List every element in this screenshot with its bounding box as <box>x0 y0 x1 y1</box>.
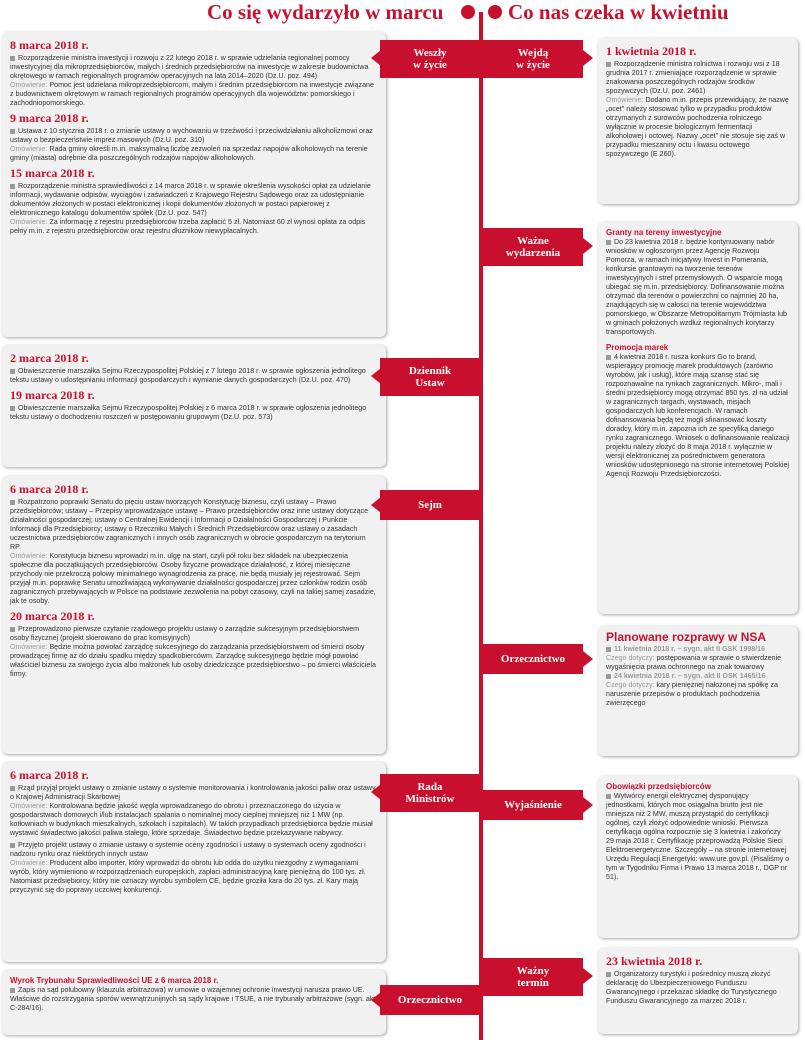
date: 6 marca 2018 r. <box>10 768 89 782</box>
arrow-right-icon <box>583 651 593 667</box>
description: Dodano m.in. przepis przewidujący, że nazwę „ocet" należy stosować tylko w przypadku produktów otrzymanych z surowców pochodzenia rolniczego wyłącznie w procesie biologicznym fermentacji alkoholowej i octowej. Nazwy „ocet" nie stosuje się zaś w przypadku mieszaniny octu i kwasu octowego spożywczego (E 260). <box>606 96 789 158</box>
bullet-square-icon <box>606 972 611 977</box>
entry-text: Rozporządzenie ministra sprawiedliwości z 14 marca 2018 r. w sprawie określenia wysokości opłat za udzielanie informacji, wydawanie odpisów, wyciągów i zaświadczeń z Krajowego Rejestru Sądowego oraz za udostępnianie dokumentów złożonych w postaci elektronicznej i kopii dokumentów złożonych w postaci papierowej z elektronicznego katalogu dokumentów spółek (Dz.U. poz. 547) <box>10 182 371 217</box>
label: Omówienie: <box>10 643 48 651</box>
bullet-square-icon <box>10 56 15 61</box>
label: Czego dotyczy: <box>606 681 655 689</box>
entry-text: Rozporządzenie ministra inwestycji i rozwoju z 22 lutego 2018 r. w sprawie udzielania regionalnej pomocy inwestycyjnej dla mikroprzedsiębiorców, małych i średnich przedsiębiorców na inwestycje w zakresie budownictwa okrętowego w ramach regionalnych programów operacyjnych na lata 2014–2020 (Dz.U. poz. 494) <box>10 54 369 80</box>
description: Pomoc jest udzielana mikroprzedsiębiorcom, małym i średnim przedsiębiorcom na inwestycje związane z budownictwem okrętowym w ramach regionalnych programów operacyjnych dla województw: pomorskiego i zachodniopomorskiego. <box>10 81 374 107</box>
entry <box>10 784 378 838</box>
entry <box>606 353 790 479</box>
entry <box>606 645 790 708</box>
entry-text: Organizatorzy turystyki i pośrednicy muszą złożyć deklarację do Ubezpieczeniowego Funduszu Gwarancyjnego i przekazać składkę do Turystycznego Funduszu Gwarancyjnego za marzec 2018 r. <box>606 970 777 1005</box>
bullet-square-icon <box>10 843 15 848</box>
card-sejm <box>2 476 386 754</box>
date: 9 marca 2018 r. <box>10 111 89 125</box>
description: Rada gminy określi m.in. maksymalną liczbę zezwoleń na sprzedaż napojów alkoholowych na terenie gminy (miasta) odrębnie dla poszczególnych rodzajów napojów alkoholowych. <box>10 145 368 162</box>
card-wazny-termin <box>598 948 798 1034</box>
tag-weszly-w-zycie: Weszły w życie <box>380 40 480 78</box>
bullet-square-icon <box>606 62 611 67</box>
arrow-right-icon <box>583 968 593 984</box>
bullet-square-icon <box>606 355 611 360</box>
bullet-square-icon <box>10 129 15 134</box>
entry <box>10 498 378 606</box>
entry-text: Rozpatrzono poprawki Senatu do pięciu ustaw tworzących Konstytucję biznesu, czyli ustawy – Prawo przedsiębiorców; ustawy – Przepisy wprowadzające ustawę – Prawo przedsiębiorców oraz inne ustawy dotyczące działalności gospodarczej; ustawy o Centralnej Ewidencji i Informacji o Działalności Gospodarczej i Punkcie Informacji dla Przedsiębiorcy; ustawy o Rzeczniku Małych i Średnich Przedsiębiorców oraz ustawy o zasadach uczestnictwa przedsiębiorców zagranicznych i innych osób zagranicznych w obrocie gospodarczym na terytorium RP. <box>10 498 369 551</box>
entry <box>10 54 378 108</box>
description: Kontrolowana będzie jakość węgla wprowadzanego do obrotu i przeznaczonego do użycia w gospodarstwach domowych i/lub instalacjach spalania o nominalnej mocy cieplnej mniejszej niż 1 MW (np. kotłowniach w budynkach mieszkalnych, szkołach i szpitalach). W takich przypadkach przedsiębiorca będzie musiał wystawić świadectwo jakości paliwa stałego, które sprzedaje. Świadectwo będzie przekazywane nabywcy. <box>10 802 373 837</box>
tag-orzecznictwo-right: Orzecznictwo <box>483 644 583 674</box>
entry-text: Przeprowadzono pierwsze czytanie rządowego projektu ustawy o zarządzie sukcesyjnym przedsiębiorstwem osoby fizycznej (projekt skierowano do prac komisyjnych) <box>10 625 360 642</box>
entry-text: Wytwórcy energii elektrycznej dysponujący jednostkami, których moc osiągalna brutto jest nie mniejsza niż 2 MW, muszą przystąpić do certyfikacji ogólnej, czyli złożyć odpowiednie wnioski. Pierwsza certyfikacja ogólna rozpocznie się 3 kwietnia i zakończy 29 maja 2018 r. Certyfikację przeprowadzą Polskie Sieci Elektroenergetyczne. Szczegóły – na stronie internetowej Urzędu Regulacji Energetyki: www.ure.gov.pl. (Pisaliśmy o tym w Tygodniku Firma i Prawo 13 marca 2018 r., DGP nr 51). <box>606 792 790 881</box>
entry <box>10 404 378 422</box>
date: 2 marca 2018 r. <box>10 351 89 365</box>
bullet-square-icon <box>10 627 15 632</box>
timeline-axis <box>479 12 483 1040</box>
tag-sejm: Sejm <box>380 490 480 520</box>
description: Konstytucja biznesu wprowadzi m.in. ulgę na start, czyli pół roku bez składek na ubezpieczenia społeczne dla początkujących przedsiębiorców. Osoby fizyczne prowadzące działalność, z której miesięczne przychody nie przekroczą połowy minimalnego wynagrodzenia za pracę, nie będą musiały jej rejestrować. Sejm przyjął m.in. poprawkę Senatu umożliwiającą wykonywanie działalności gospodarczej przez członków rodzin osób zagranicznych przebywających w Polsce na podstawie zezwolenia na pobyt czasowy, czyli na takiej samej zasadzie, jak te osoby. <box>10 552 376 605</box>
tag-rada-ministrow: Rada Ministrów <box>380 774 480 812</box>
bullet-square-icon <box>606 647 611 652</box>
label: Omówienie: <box>10 552 48 560</box>
date: 20 marca 2018 r. <box>10 609 95 623</box>
description: Za informację z rejestru przedsiębiorców trzeba zapłacić 5 zł. Natomiast 60 zł wynosi opłata za odpis pełny m.in. z rejestru przedsiębiorców oraz rejestru dłużników niewypłacalnych. <box>10 218 366 235</box>
label: Czego dotyczy: <box>606 654 655 662</box>
tag-wazne-wydarzenia: Ważne wydarzenia <box>483 228 583 266</box>
heading: Promocja marek <box>606 343 669 352</box>
entry-text: Do 23 kwietnia 2018 r. będzie kontynuowany nabór wniosków w ogłoszonym przez Agencję Rozwoju Pomorza, w ramach inicjatywy Invest in Pomerania, konkursie grantowym na tworzenie terenów inwestycyjnych i stref przemysłowych. O wsparcie mogą ubiegać się m.in. przedsiębiorcy. Dofinansowanie można otrzymać dla terenów o powierzchni co najmniej 20 ha, znajdujących się w całości na terenie województwa pomorskiego, w Obszarze Metropolitarnym Trójmiasta lub w gminach położonych wzdłuż regionalnych korytarzy transportowych. <box>606 238 787 336</box>
card-wyjasnienie <box>598 776 798 938</box>
date: 6 marca 2018 r. <box>10 482 89 496</box>
entry <box>10 182 378 236</box>
bullet-square-icon <box>10 786 15 791</box>
bullet-square-icon <box>606 240 611 245</box>
heading: Granty na tereny inwestycyjne <box>606 228 722 237</box>
label: Omówienie: <box>10 218 48 226</box>
card-dziennik-ustaw <box>2 345 386 467</box>
label: Omówienie: <box>606 96 644 104</box>
date: 1 kwietnia 2018 r. <box>606 44 697 58</box>
card-wejda-w-zycie <box>598 38 798 204</box>
title-right: Co nas czeka w kwietniu <box>508 0 729 24</box>
card-orzecznictwo-right <box>598 626 798 756</box>
entry <box>606 238 790 337</box>
label: Omówienie: <box>10 145 48 153</box>
label: Omówienie: <box>10 859 48 867</box>
card-wazne-wydarzenia <box>598 222 798 614</box>
axis-dot-right <box>488 5 502 19</box>
entry <box>10 625 378 679</box>
date: 19 marca 2018 r. <box>10 388 95 402</box>
bullet-square-icon <box>10 184 15 189</box>
entry-text: Ustawa z 10 stycznia 2018 r. o zmianie ustawy o wychowaniu w trzeźwości i przeciwdziałaniu alkoholizmowi oraz ustawy o bezpieczeństwie imprez masowych (Dz.U. poz. 310) <box>10 127 373 144</box>
title-left: Co się wydarzyło w marcu <box>207 0 444 24</box>
arrow-right-icon <box>583 50 593 66</box>
entry-text: Rozporządzenie ministra rolnictwa i rozwoju wsi z 18 grudnia 2017 r. zmieniające rozporządzenie w sprawie znakowania poszczególnych rodzajów środków spożywczych (Dz.U. poz. 2461) <box>606 60 780 95</box>
heading: Wyrok Trybunału Sprawiedliwości UE z 6 marca 2018 r. <box>10 976 219 985</box>
date: 23 kwietnia 2018 r. <box>606 954 703 968</box>
arrow-right-icon <box>583 797 593 813</box>
entry <box>10 841 378 895</box>
tag-wazny-termin: Ważny termin <box>483 958 583 996</box>
tag-orzecznictwo-left: Orzecznictwo <box>380 985 480 1015</box>
axis-dot-left <box>461 5 475 19</box>
entry-text: Rząd przyjął projekt ustawy o zmianie ustawy o systemie monitorowania i kontrolowania jakości paliw oraz ustawy o Krajowej Administracji Skarbowej <box>10 784 376 801</box>
card-weszly-w-zycie <box>2 32 386 337</box>
case-number: 11 kwietnia 2018 r. – sygn. akt II GSK 1998/16 <box>614 645 766 653</box>
date: 8 marca 2018 r. <box>10 38 89 52</box>
entry-text: Zapis na sąd polubowny (klauzula arbitrażowa) w umowie o wzajemnej ochronie inwestycji narusza prawo UE. Właściwe do rozstrzygania sporów wewnątrzunijnych są sądy krajowe i TSUE, a nie trybunały arbitrażowe (sygn. akt C-284/16). <box>10 986 376 1012</box>
description: kary pieniężnej nałożonej na spółkę za naruszenie przepisów o produktach pochodzenia zwierzęcego <box>606 681 778 707</box>
bullet-square-icon <box>606 674 611 679</box>
case-number: 24 kwietnia 2018 r. – sygn. akt II OSK 1465/16 <box>614 672 766 680</box>
entry-text: Obwieszczenie marszałka Sejmu Rzeczypospolitej Polskiej z 7 lutego 2018 r. w sprawie ogłoszenia jednolitego tekstu ustawy o udostępnianiu informacji gospodarczych i wymianie danych gospodarczych (Dz.U. poz. 470) <box>10 367 366 384</box>
bullet-square-icon <box>10 500 15 505</box>
entry <box>10 986 378 1013</box>
entry <box>10 367 378 385</box>
card-orzecznictwo-left <box>2 970 386 1035</box>
label: Omówienie: <box>10 81 48 89</box>
entry <box>606 970 790 1006</box>
card-rada-ministrow <box>2 762 386 962</box>
entry <box>606 792 790 882</box>
date: 15 marca 2018 r. <box>10 166 95 180</box>
entry-text: Obwieszczenie marszałka Sejmu Rzeczypospolitej Polskiej z 6 marca 2018 r. w sprawie ogłoszenia jednolitego tekstu ustawy o dochodzeniu roszczeń w postępowaniu grupowym (Dz.U. poz. 573) <box>10 404 367 421</box>
tag-wyjasnienie: Wyjaśnienie <box>483 790 583 820</box>
description: postępowania w sprawie o stwierdzenie wygaśnięcia prawa ochronnego na znak towarowy <box>606 654 782 671</box>
entry-text: 4 kwietnia 2018 r. rusza konkurs Go to brand, wspierający promocję marek produktowych (zarówno wyrobów, jak i usług), które mają szansę stać się rozpoznawalne na rynkach zagranicznych. Mikro-, mali i średni przedsiębiorcy mogą otrzymać 850 tys. zł na udział w zagranicznych targach, wystawach, misjach gospodarczych lub konferencjach. W ramach dofinansowania będą też mogli sfinansować koszty doradcy, który m.in. zapozna ich ze specyfiką danego rynku zagranicznego. Wniosek o dofinansowanie realizacji projektu należy złożyć do 8 maja 2018 r. wyłącznie w wersji elektronicznej za pośrednictwem generatora wniosków udostępnionego na stronie internetowej Polskiej Agencji Rozwoju Przedsiębiorczości. <box>606 353 790 478</box>
bullet-square-icon <box>10 369 15 374</box>
bullet-square-icon <box>606 794 611 799</box>
description: Będzie można powołać zarządcę sukcesyjnego do zarządzania przedsiębiorstwem od śmierci osoby prowadzącej firmę aż do działu spadku między spadkobiercówm. Zarządcę sukcesyjnego będzie mógł powołać właściciel biznesu za swojego życia albo małżonek lub osoby dziedziczące przedsiębiorstwo – po śmierci właściciela firmy. <box>10 643 376 678</box>
heading: Obowiązki przedsiębiorców <box>606 782 711 791</box>
description: Producent albo importer, który wprowadzi do obrotu lub odda do użytku niezgodny z wymaganiami wyrób, który wymieniono w rozporządzeniach europejskich, zapłaci administracyjną karę pieniężną do 100 tys. zł. Natomiast przedsiębiorcy, który nie oznaczy wyrobu symbolem CE, będzie groziła kara do 20 tys. zł. Kary mają przyczynić się do poprawy uczciwej konkurencji. <box>10 859 366 894</box>
arrow-right-icon <box>583 238 593 254</box>
label: Omówienie: <box>10 802 48 810</box>
entry <box>606 60 790 159</box>
entry <box>10 127 378 163</box>
bullet-square-icon <box>10 988 15 993</box>
heading: Planowane rozprawy w NSA <box>606 630 767 644</box>
bullet-square-icon <box>10 406 15 411</box>
tag-dziennik-ustaw: Dziennik Ustaw <box>380 358 480 396</box>
tag-wejda-w-zycie: Wejdą w życie <box>483 40 583 78</box>
entry-text: Przyjęto projekt ustawy o zmianie ustawy o systemie oceny zgodności i ustawy o systemach oceny zgodności i nadzoru rynku oraz niektórych innych ustaw <box>10 841 366 858</box>
